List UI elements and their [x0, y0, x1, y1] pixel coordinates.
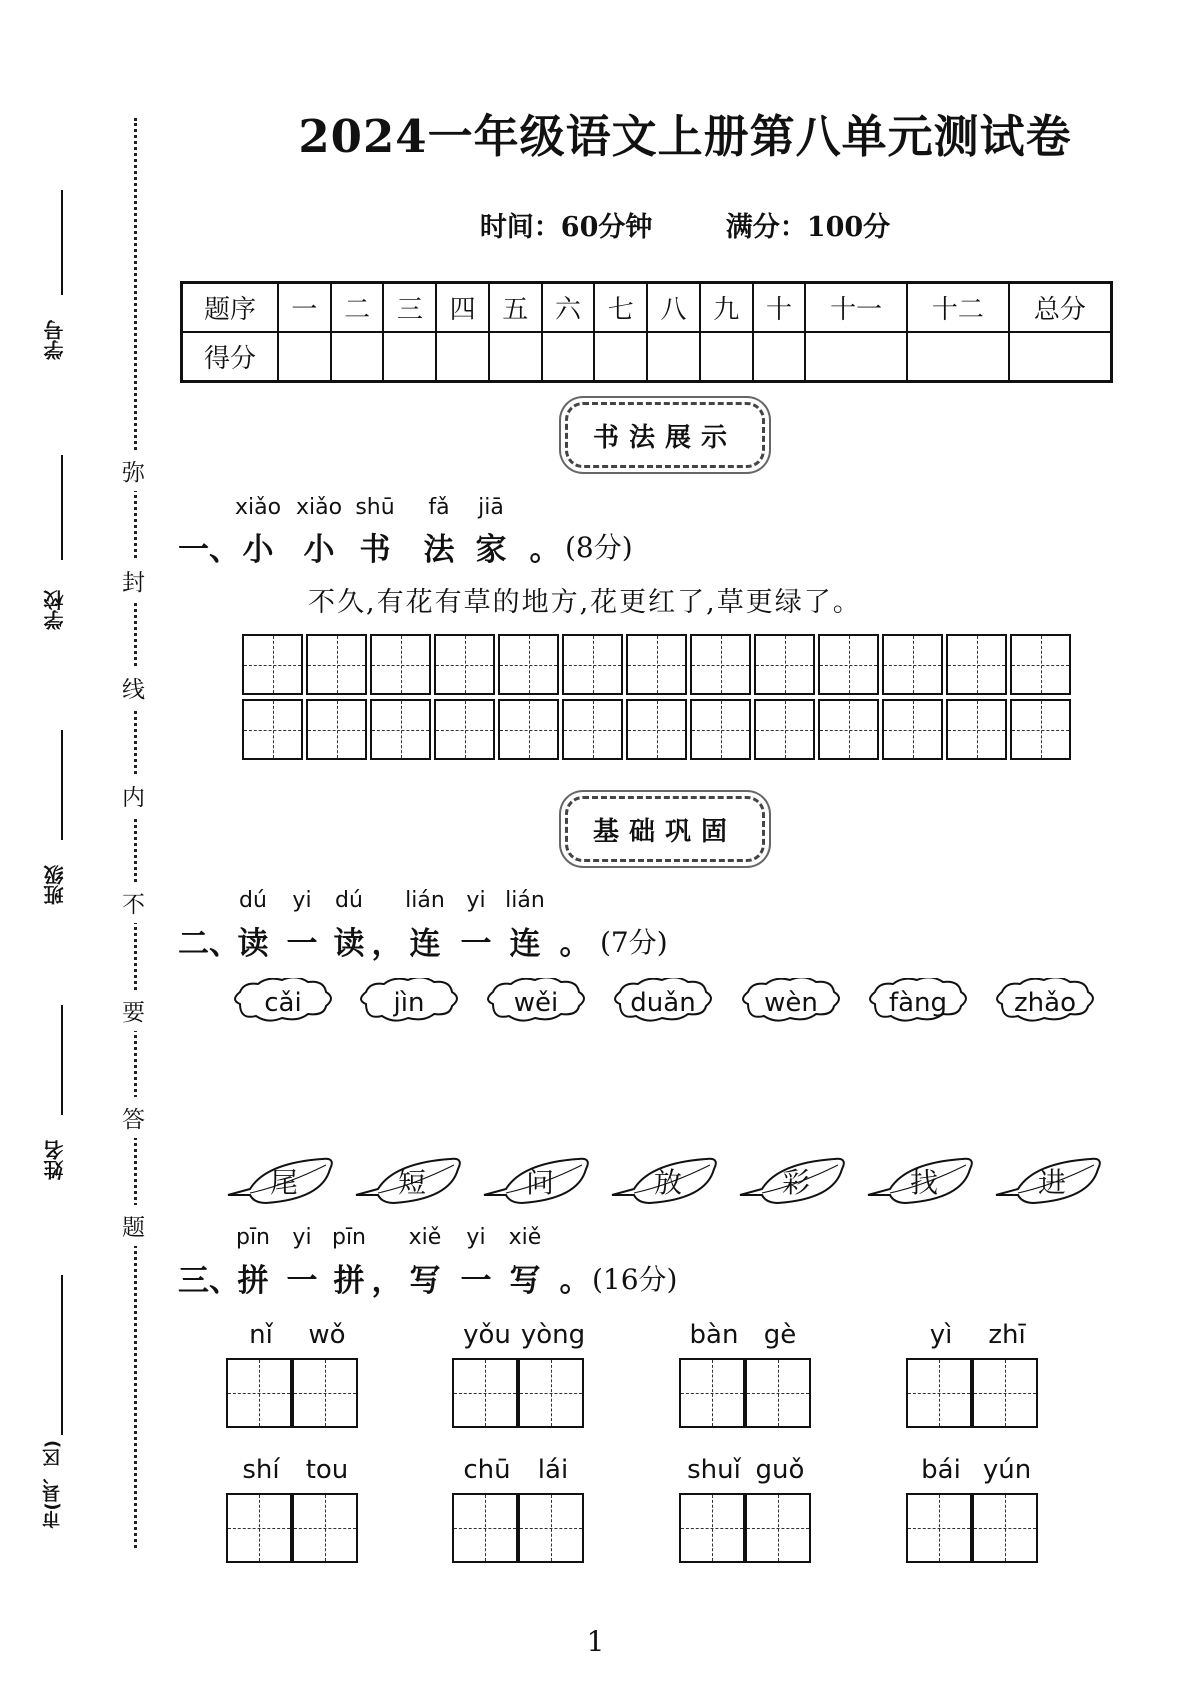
pinyin-syllable: xiǎo [234, 495, 282, 520]
score-input-cell[interactable] [594, 332, 647, 382]
word-pinyin: yì [929, 1320, 953, 1350]
q2-number: 二、 [178, 926, 240, 962]
tianzi-cell[interactable] [906, 1358, 972, 1428]
score-input-cell[interactable] [700, 332, 753, 382]
page-number: 1 [586, 1625, 605, 1658]
word-pinyin: gè [763, 1320, 797, 1350]
leaf-character: 问 [525, 1166, 554, 1199]
q3-score: (16分) [592, 1263, 678, 1296]
q2-score: (7分) [600, 926, 668, 959]
tianzi-cell[interactable] [306, 699, 367, 760]
heading-char: 写 [509, 1263, 541, 1299]
seal-char: 答 [122, 1097, 145, 1138]
heading-char: 小 [242, 532, 274, 568]
character-leaf[interactable] [226, 1155, 344, 1211]
cloud-pinyin: cǎi [264, 988, 302, 1018]
score-header-cell: 八 [647, 283, 700, 333]
tianzi-cell[interactable] [452, 1358, 518, 1428]
tianzi-cell[interactable] [906, 1493, 972, 1563]
score-header-cell: 十 [753, 283, 806, 333]
heading-char: 一 [286, 1263, 318, 1299]
score-header-cell: 五 [489, 283, 542, 333]
pinyin-cloud[interactable] [863, 978, 973, 1028]
seal-char: 弥 [122, 450, 145, 491]
score-input-cell[interactable] [907, 332, 1009, 382]
score-table-header-row [182, 283, 1112, 333]
pinyin-syllable: yi [466, 1225, 486, 1250]
heading-char: 法 [423, 532, 455, 568]
seal-char: 内 [122, 775, 145, 816]
heading-char: 读 [237, 926, 269, 962]
character-leaf[interactable] [738, 1155, 856, 1211]
tianzi-cell[interactable] [242, 699, 303, 760]
q1-writing-grid-row-1[interactable] [242, 634, 1074, 695]
word-pinyin: chū [463, 1455, 511, 1485]
pinyin-syllable: dú [239, 888, 267, 913]
score-header-cell: 一 [278, 283, 331, 333]
student-id-label: 学号 [43, 320, 67, 360]
score-input-cell[interactable] [331, 332, 384, 382]
tianzi-cell[interactable] [562, 699, 623, 760]
q1-score: (8分) [565, 531, 633, 564]
tianzi-cell[interactable] [679, 1358, 745, 1428]
word-pinyin: wǒ [308, 1320, 346, 1350]
word-pinyin: nǐ [249, 1320, 273, 1350]
cloud-pinyin: wèn [764, 988, 818, 1018]
heading-char: 小 [303, 532, 335, 568]
tianzi-cell[interactable] [745, 1493, 811, 1563]
score-input-cell[interactable] [1009, 332, 1112, 382]
pinyin-cloud[interactable] [990, 978, 1100, 1028]
pinyin-syllable: dú [335, 888, 363, 913]
heading-char: 拼 [333, 1263, 365, 1299]
pinyin-write-group[interactable] [906, 1320, 1046, 1430]
section-badge-basics: 基础巩固 [565, 796, 765, 862]
tianzi-cell[interactable] [882, 634, 943, 695]
pinyin-syllable: yi [466, 888, 486, 913]
pinyin-syllable: pīn [331, 1225, 367, 1250]
tianzi-cell[interactable] [1010, 699, 1071, 760]
score-input-cell[interactable] [489, 332, 542, 382]
pinyin-syllable: xiě [408, 1225, 442, 1250]
tianzi-cell[interactable] [818, 634, 879, 695]
leaf-character: 找 [909, 1166, 938, 1199]
heading-char: 连 [509, 926, 541, 962]
q1-writing-grid-row-2[interactable] [242, 699, 1074, 760]
page-title: 2024一年级语文上册第八单元测试卷 [298, 110, 1072, 163]
word-pinyin: zhī [988, 1320, 1026, 1350]
tianzi-cell[interactable] [754, 634, 815, 695]
tianzi-cell[interactable] [679, 1493, 745, 1563]
word-pinyin: guǒ [755, 1455, 805, 1485]
class-line [61, 730, 63, 840]
score-input-cell[interactable] [805, 332, 907, 382]
tianzi-cell[interactable] [690, 699, 751, 760]
pinyin-write-group[interactable] [452, 1455, 592, 1565]
pinyin-cloud[interactable] [228, 978, 338, 1028]
word-pinyin: yǒu [463, 1320, 511, 1350]
cloud-pinyin: wěi [513, 988, 559, 1018]
pinyin-syllable: fǎ [428, 495, 450, 520]
tianzi-cell[interactable] [626, 634, 687, 695]
tianzi-cell[interactable] [370, 699, 431, 760]
leaf-character: 尾 [269, 1166, 298, 1199]
pinyin-syllable: yi [292, 888, 312, 913]
pinyin-syllable: lián [405, 888, 445, 913]
heading-char: 一 [460, 1263, 492, 1299]
tianzi-cell[interactable] [972, 1493, 1038, 1563]
district-line [61, 1275, 63, 1435]
tianzi-cell[interactable] [242, 634, 303, 695]
leaf-character: 放 [653, 1166, 682, 1199]
word-pinyin: lái [537, 1455, 569, 1485]
tianzi-cell[interactable] [434, 699, 495, 760]
seal-dotted-line [134, 118, 137, 1548]
heading-char: 一 [460, 926, 492, 962]
tianzi-cell[interactable] [1010, 634, 1071, 695]
heading-char: 家 [475, 532, 507, 568]
tianzi-cell[interactable] [292, 1358, 358, 1428]
cloud-pinyin: zhǎo [1014, 988, 1076, 1018]
score-header-cell: 总分 [1009, 283, 1112, 333]
pinyin-syllable: xiě [508, 1225, 542, 1250]
word-pinyin: bái [921, 1455, 961, 1485]
time-limit: 时间：60分钟 [479, 212, 653, 243]
q1-sentence: 不久,有花有草的地方,花更红了,草更绿了。 [308, 587, 862, 618]
score-header-cell: 六 [542, 283, 595, 333]
word-pinyin: shí [242, 1455, 280, 1485]
pinyin-cloud[interactable] [608, 978, 718, 1028]
class-label: 班级 [43, 865, 67, 905]
score-input-cell[interactable] [647, 332, 700, 382]
word-pinyin: yún [982, 1455, 1032, 1485]
pinyin-write-group[interactable] [679, 1320, 819, 1430]
name-label: 姓名 [43, 1140, 67, 1180]
name-line [61, 1005, 63, 1115]
full-score: 满分：100分 [725, 212, 891, 243]
word-pinyin: bàn [689, 1320, 739, 1350]
tianzi-cell[interactable] [306, 634, 367, 695]
tianzi-cell[interactable] [972, 1358, 1038, 1428]
tianzi-cell[interactable] [498, 699, 559, 760]
pinyin-write-group[interactable] [226, 1455, 366, 1565]
pinyin-write-group[interactable] [679, 1455, 819, 1565]
heading-char: 书 [359, 532, 391, 568]
leaf-character: 短 [397, 1166, 426, 1199]
tianzi-cell[interactable] [946, 634, 1007, 695]
tianzi-cell[interactable] [754, 699, 815, 760]
seal-char: 封 [122, 560, 145, 601]
word-pinyin: shuǐ [687, 1455, 741, 1485]
score-input-cell[interactable] [278, 332, 331, 382]
score-input-cell[interactable] [542, 332, 595, 382]
tianzi-cell[interactable] [226, 1358, 292, 1428]
q1-number: 一、 [178, 532, 240, 568]
pinyin-syllable: jiā [478, 495, 504, 520]
tianzi-cell[interactable] [626, 699, 687, 760]
pinyin-write-group[interactable] [226, 1320, 366, 1430]
tianzi-cell[interactable] [452, 1493, 518, 1563]
leaf-character: 进 [1037, 1166, 1066, 1199]
tianzi-cell[interactable] [946, 699, 1007, 760]
score-header-cell: 十一 [805, 283, 907, 333]
character-leaf[interactable] [354, 1155, 472, 1211]
word-pinyin: tou [305, 1455, 349, 1485]
tianzi-cell[interactable] [498, 634, 559, 695]
score-header-cell: 四 [436, 283, 489, 333]
school-line [61, 455, 63, 560]
tianzi-cell[interactable] [562, 634, 623, 695]
heading-period: 。 [559, 926, 591, 962]
tianzi-cell[interactable] [226, 1493, 292, 1563]
cloud-pinyin: jìn [393, 988, 425, 1018]
heading-comma: ， [371, 1263, 403, 1299]
pinyin-syllable: pīn [235, 1225, 271, 1250]
character-leaf[interactable] [866, 1155, 984, 1211]
tianzi-cell[interactable] [818, 699, 879, 760]
heading-char: 写 [409, 1263, 441, 1299]
leaf-character: 彩 [781, 1166, 810, 1199]
tianzi-cell[interactable] [370, 634, 431, 695]
heading-char: 读 [333, 926, 365, 962]
tianzi-cell[interactable] [434, 634, 495, 695]
seal-char: 线 [122, 667, 145, 708]
pinyin-syllable: lián [505, 888, 545, 913]
score-header-cell: 二 [331, 283, 384, 333]
score-input-cell[interactable] [383, 332, 436, 382]
pinyin-cloud[interactable] [736, 978, 846, 1028]
tianzi-cell[interactable] [518, 1493, 584, 1563]
heading-comma: ， [371, 926, 403, 962]
heading-char: 拼 [237, 1263, 269, 1299]
cloud-pinyin: duǎn [630, 988, 696, 1018]
tianzi-cell[interactable] [518, 1358, 584, 1428]
score-header-cell: 九 [700, 283, 753, 333]
pinyin-cloud[interactable] [481, 978, 591, 1028]
exam-meta [180, 205, 1190, 244]
q3-number: 三、 [178, 1263, 240, 1299]
character-leaf[interactable] [994, 1155, 1112, 1211]
score-header-cell: 题序 [182, 283, 279, 333]
score-header-cell: 十二 [907, 283, 1009, 333]
student-id-line [61, 190, 63, 295]
score-header-cell: 三 [383, 283, 436, 333]
section-badge-calligraphy: 书法展示 [565, 402, 765, 468]
heading-period: 。 [529, 532, 561, 568]
pinyin-write-group[interactable] [452, 1320, 592, 1430]
heading-period: 。 [559, 1263, 591, 1299]
pinyin-syllable: yi [292, 1225, 312, 1250]
character-leaf[interactable] [482, 1155, 600, 1211]
seal-char: 题 [122, 1205, 145, 1246]
tianzi-cell[interactable] [745, 1358, 811, 1428]
tianzi-cell[interactable] [292, 1493, 358, 1563]
pinyin-cloud[interactable] [354, 978, 464, 1028]
score-table [180, 281, 1113, 383]
district-label: 市(县、区) [42, 1440, 63, 1529]
tianzi-cell[interactable] [882, 699, 943, 760]
score-input-cell[interactable] [753, 332, 806, 382]
school-label: 学校 [43, 590, 67, 630]
score-table-score-row [182, 332, 1112, 382]
tianzi-cell[interactable] [690, 634, 751, 695]
seal-char: 要 [122, 990, 145, 1031]
pinyin-write-group[interactable] [906, 1455, 1046, 1565]
seal-char: 不 [122, 882, 145, 923]
pinyin-syllable: shū [355, 495, 395, 520]
score-input-cell[interactable] [436, 332, 489, 382]
character-leaf[interactable] [610, 1155, 728, 1211]
word-pinyin: yòng [520, 1320, 586, 1350]
score-row-label: 得分 [182, 332, 279, 382]
score-header-cell: 七 [594, 283, 647, 333]
pinyin-syllable: xiǎo [295, 495, 343, 520]
heading-char: 一 [286, 926, 318, 962]
heading-char: 连 [409, 926, 441, 962]
cloud-pinyin: fàng [888, 988, 948, 1018]
